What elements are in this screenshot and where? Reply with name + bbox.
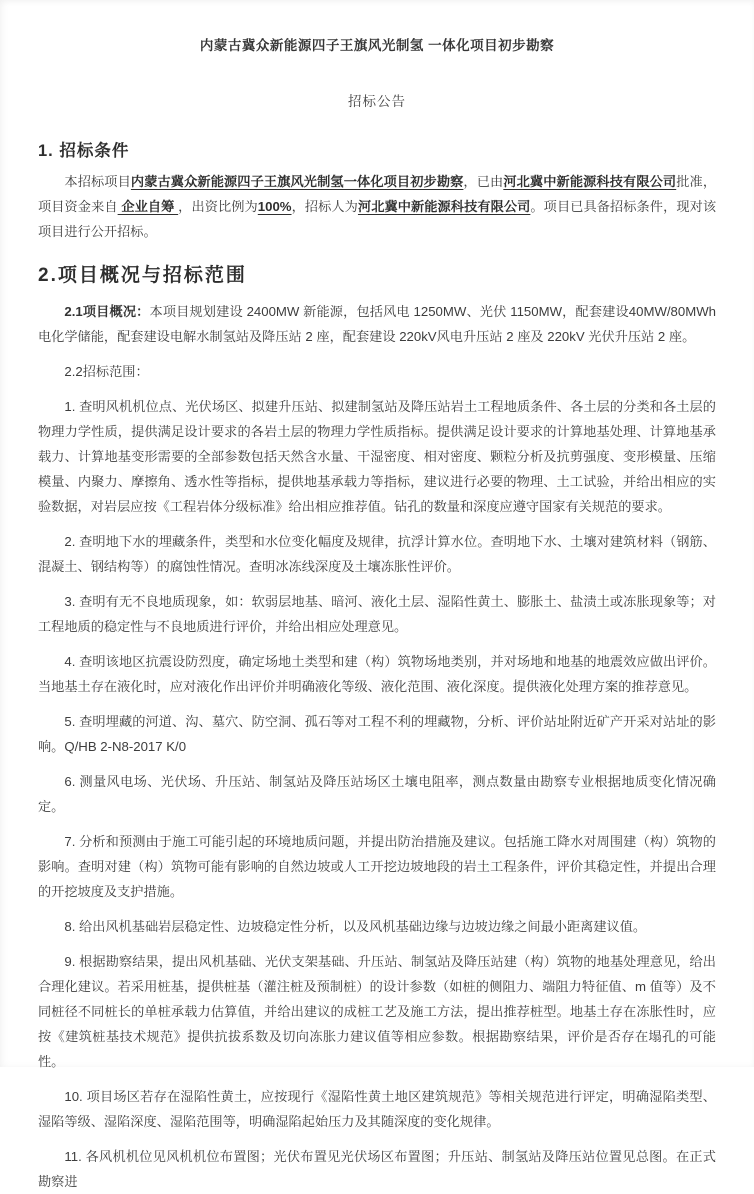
section-1-heading: 1. 招标条件 [38, 142, 130, 160]
text-segment: 批准，项目资金来自 [38, 174, 717, 214]
scope-item: 4. 查明该地区抗震设防烈度，确定场地土类型和建（构）筑物场地类别，并对场地和地基的地震效应做出评价。当地基土存在液化时，应对液化作出评价并明确液化等级、液化范围、液化深度。提供液化处理方案的推荐意见。 [38, 654, 716, 694]
text-segment: 河北冀中新能源科技有限公司 [357, 199, 531, 214]
text-segment: ，出资比例为 [178, 199, 258, 214]
scope-item: 1. 查明风机机位点、光伏场区、拟建升压站、拟建制氢站及降压站岩土工程地质条件、各土层的分类和各土层的物理力学性质，提供满足设计要求的各岩土层的物理力学性质指标。提供满足设计要求的计算地基处理、计算地基承载力、计算地基变形需要的全部参数包括天然含水量、干湿密度、相对密度、颗粒分析及抗剪强度、变形模量、压缩模量、内聚力、摩擦角、透水性等指标，提供地基承载力等指标，建议进行必要的物理、土工试验，并给出相应的实验数据，对岩层应按《工程岩体分级标准》给出相应推荐值。钻孔的数量和深度应遵守国家有关规范的要求。 [38, 399, 716, 514]
project-overview-paragraph [38, 299, 716, 349]
document-subtitle: 招标公告 [348, 94, 406, 109]
text-segment: 。项目已具备招标条件，现对该项目进行公开招标。 [38, 199, 717, 239]
document-title: 内蒙古冀众新能源四子王旗风光制氢 一体化项目初步勘察 [199, 38, 555, 53]
text-segment: ，招标人为 [291, 199, 358, 214]
text-segment: ，已由 [463, 174, 504, 189]
scope-item: 9. 根据勘察结果，提出风机基础、光伏支架基础、升压站、制氢站及降压站建（构）筑物的地基处理意见，给出合理化建议。若采用桩基，提供桩基（灌注桩及预制桩）的设计参数（如桩的侧阻力、端阻力特征值、m 值等）及不同桩径不同桩长的单桩承载力估算值，并给出建议的成桩工艺及施工方法，提出推荐桩型。地基土存在冻胀性时，应按《建筑桩基技术规范》提供抗拔系数及切向冻胀力建议值等相应参数。根据勘察结果，评价是否存在塌孔的可能性。 [38, 954, 716, 1069]
scope-items [38, 394, 716, 1194]
project-overview-label: 2.1项目概况： [64, 304, 150, 319]
text-segment: 本招标项目 [64, 174, 131, 189]
text-segment: 内蒙古冀众新能源四子王旗风光制氢一体化项目初步勘察 [130, 174, 464, 189]
scope-item: 11. 各风机机位见风机机位布置图；光伏布置见光伏场区布置图；升压站、制氢站及降压站位置见总图。在正式勘察进 [38, 1149, 716, 1189]
scope-item: 2. 查明地下水的埋藏条件，类型和水位变化幅度及规律，抗浮计算水位。查明地下水、土壤对建筑材料（钢筋、混凝土、钢结构等）的腐蚀性情况。查明冰冻线深度及土壤冻胀性评价。 [38, 534, 716, 574]
scope-item: 10. 项目场区若存在湿陷性黄土，应按现行《湿陷性黄土地区建筑规范》等相关规范进行评定，明确湿陷类型、湿陷等级、湿陷深度、湿陷范围等，明确湿陷起始压力及其随深度的变化规律。 [38, 1089, 716, 1129]
scope-item: 8. 给出风机基础岩层稳定性、边坡稳定性分析，以及风机基础边缘与边坡边缘之间最小距离建议值。 [64, 919, 647, 934]
scope-item: 5. 查明埋藏的河道、沟、墓穴、防空洞、孤石等对工程不利的埋藏物，分析、评价站址附近矿产开采对站址的影响。Q/HB 2-N8-2017 K/0 [38, 714, 716, 754]
project-overview-text: 本项目规划建设 2400MW 新能源，包括风电 1250MW、光伏 1150MW，配套建设40MW/80MWh 电化学储能，配套建设电解水制氢站及降压站 2 座，配套建设 220kV风电升压站 2 座及 220kV 光伏升压站 2 座。 [38, 304, 716, 344]
text-segment: 河北冀中新能源科技有限公司 [503, 174, 677, 189]
tender-conditions-paragraph [38, 169, 716, 244]
text-segment: 企业自筹 [117, 199, 179, 214]
scope-item: 3. 查明有无不良地质现象，如：软弱层地基、暗河、液化土层、湿陷性黄土、膨胀土、盐渍土或冻胀现象等；对工程地质的稳定性与不良地质进行评价，并给出相应处理意见。 [38, 594, 716, 634]
scope-item: 6. 测量风电场、光伏场、升压站、制氢站及降压站场区土壤电阻率，测点数量由勘察专业根据地质变化情况确定。 [38, 774, 716, 814]
section-2-heading: 2.项目概况与招标范围 [38, 265, 247, 286]
text-segment: 100% [257, 199, 292, 214]
scope-item: 7. 分析和预测由于施工可能引起的环境地质问题，并提出防治措施及建议。包括施工降水对周围建（构）筑物的影响。查明对建（构）筑物可能有影响的自然边坡或人工开挖边坡地段的岩土工程条件，评价其稳定性，并提出合理的开挖坡度及支护措施。 [38, 834, 716, 899]
scope-label-paragraph: 2.2招标范围： [64, 364, 149, 379]
